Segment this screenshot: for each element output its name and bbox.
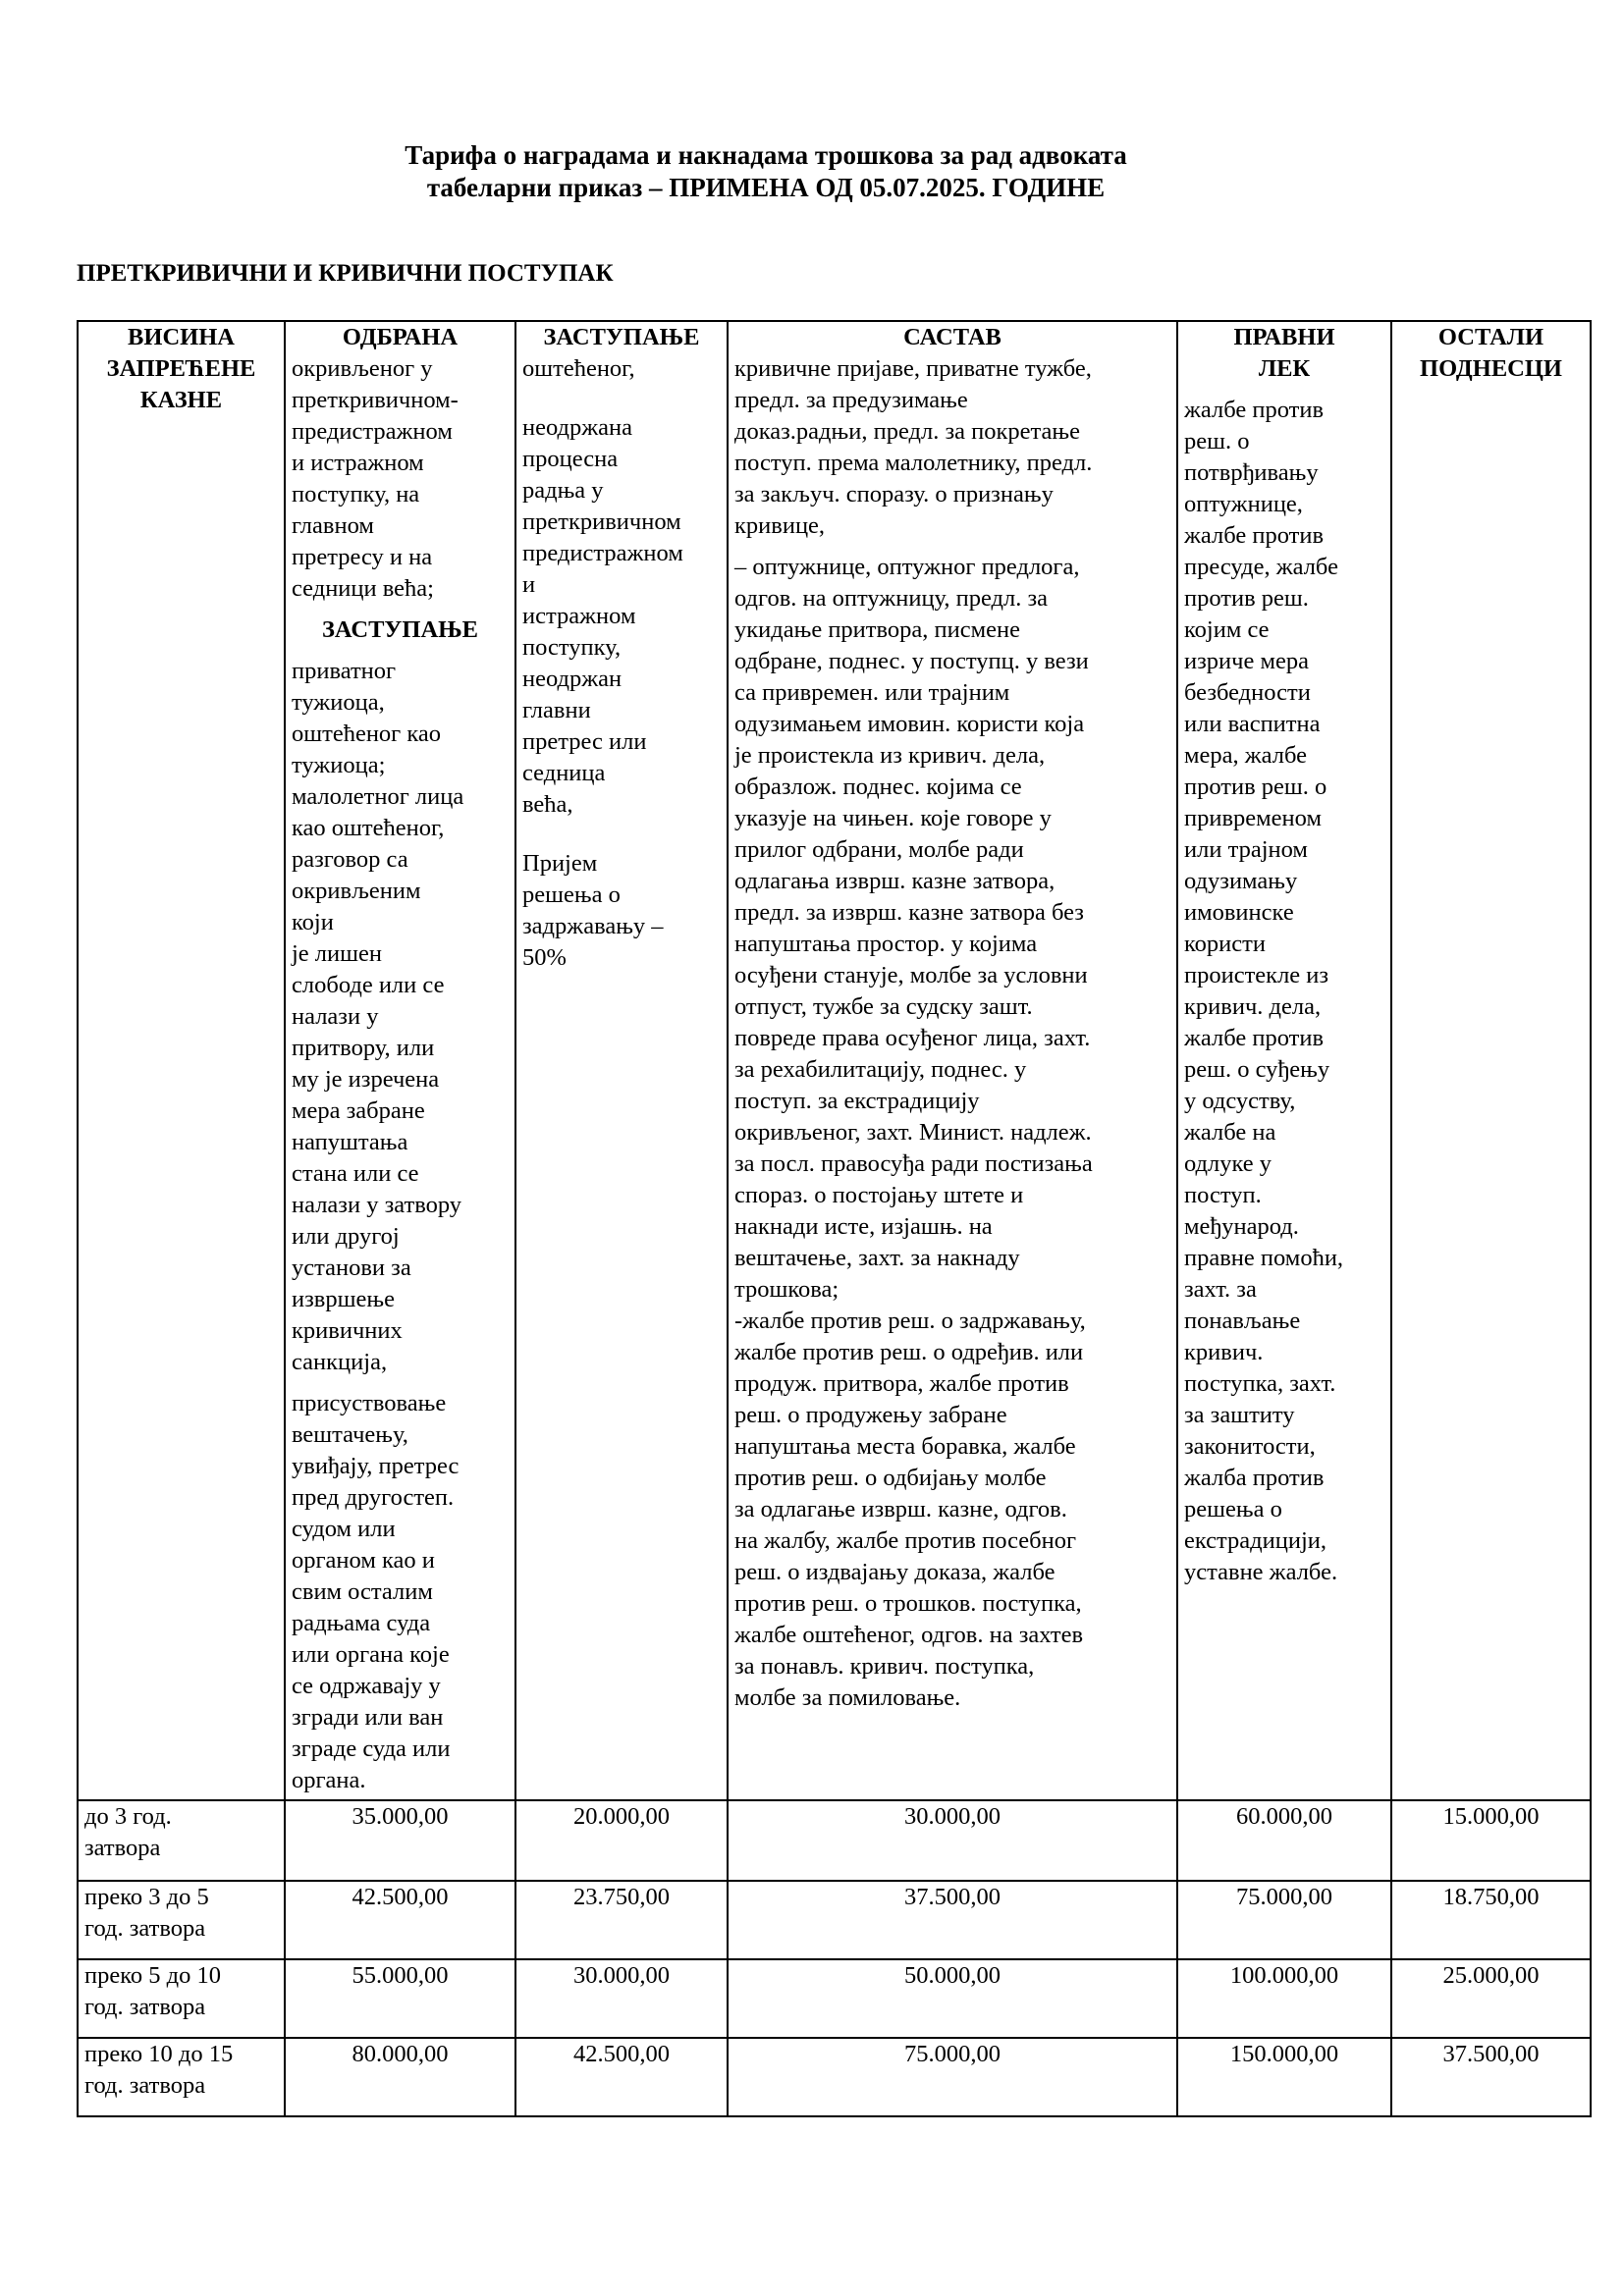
representation-line: оштећеног као (292, 721, 442, 747)
legal-remedy-line: привременом (1184, 805, 1322, 831)
cell-representation-amount: 42.500,00 (515, 2038, 728, 2116)
cell-representation-amount: 23.750,00 (515, 1881, 728, 1959)
legal-remedy-line: пресуде, жалбе (1184, 554, 1338, 580)
drafting-line: за закључ. споразу. о признању (734, 481, 1054, 507)
drafting-line: за одлагање изврш. казне, одгов. (734, 1496, 1067, 1522)
drafting-line: жалбе против реш. о одређив. или (734, 1339, 1084, 1365)
drafting-line: спораз. о постојању штете и (734, 1182, 1024, 1208)
attendance-line: или органа које (292, 1641, 450, 1668)
representation-line: тужиоца, (292, 689, 385, 716)
representation-line: му је изречена (292, 1066, 440, 1093)
legal-remedy-line: кривич. (1184, 1339, 1264, 1365)
drafting-line: реш. о издвајању доказа, жалбе (734, 1559, 1056, 1585)
drafting-line: указује на чињен. које говоре у (734, 805, 1052, 831)
defense-line: главном (292, 512, 374, 539)
cell-defense-amount: 42.500,00 (285, 1881, 515, 1959)
cell-legal-remedy-amount: 75.000,00 (1177, 1881, 1391, 1959)
drafting-line: -жалбе против реш. о задржавању, (734, 1308, 1086, 1334)
defense-line: преткривичном- (292, 387, 459, 413)
drafting-line: напуштања места боравка, жалбе (734, 1433, 1076, 1460)
cell-other-submissions-amount: 25.000,00 (1391, 1959, 1591, 2038)
drafting-line: продуж. притвора, жалбе против (734, 1370, 1069, 1397)
defense-line: окривљеног у (292, 355, 433, 382)
legal-remedy-line: законитости, (1184, 1433, 1316, 1460)
header-other-submissions-label-2: ПОДНЕСЦИ (1420, 355, 1562, 382)
cell-defense-amount: 35.000,00 (285, 1800, 515, 1881)
legal-remedy-line: мера, жалбе (1184, 742, 1308, 769)
drafting-line: – оптужнице, оптужног предлога, (734, 554, 1080, 580)
legal-remedy-line: или васпитна (1184, 711, 1321, 737)
cell-representation-amount: 30.000,00 (515, 1959, 728, 2038)
drafting-line: одузимањем имовин. користи која (734, 711, 1085, 737)
header-cell-representation (515, 321, 728, 1800)
row-penalty-label (78, 1800, 285, 1881)
drafting-line: за рехабилитацију, поднес. у (734, 1056, 1027, 1083)
legal-remedy-line: против реш. (1184, 585, 1309, 612)
drafting-line: против реш. о одбијању молбе (734, 1465, 1047, 1491)
representation-line: притвору, или (292, 1035, 435, 1061)
header-cell-defense (285, 321, 515, 1800)
legal-remedy-line: реш. о суђењу (1184, 1056, 1330, 1083)
drafting-line: предл. за изврш. казне затвора без (734, 899, 1084, 926)
cell-legal-remedy-amount: 100.000,00 (1177, 1959, 1391, 2038)
drafting-line: напуштања простор. у којима (734, 931, 1038, 957)
representation-line: или другој (292, 1223, 400, 1250)
cell-drafting-amount: 30.000,00 (728, 1800, 1177, 1881)
representation-line: окривљеним (292, 878, 421, 904)
legal-remedy-line: жалбе против (1184, 397, 1325, 423)
attendance-line: органа. (292, 1767, 366, 1793)
representation2-line: главни (522, 697, 591, 723)
legal-remedy-line: жалбе против (1184, 522, 1325, 549)
representation2-note-line: решења о (522, 881, 621, 908)
defense-line: седници већа; (292, 575, 434, 602)
representation2-line: неодржан (522, 666, 623, 692)
legal-remedy-line: понављање (1184, 1308, 1301, 1334)
legal-remedy-line: оптужнице, (1184, 491, 1303, 517)
legal-remedy-line: одузимању (1184, 868, 1298, 894)
drafting-line: образлож. поднес. којима се (734, 774, 1022, 800)
cell-other-submissions-amount: 15.000,00 (1391, 1800, 1591, 1881)
row-penalty-label-line: преко 10 до 15 (84, 2041, 234, 2067)
defense-line: претресу и на (292, 544, 433, 570)
representation-line: мера забране (292, 1097, 425, 1124)
representation2-line: претрес или (522, 728, 647, 755)
legal-remedy-line: уставне жалбе. (1184, 1559, 1338, 1585)
drafting-line: реш. о продужењу забране (734, 1402, 1007, 1428)
section-heading: ПРЕТКРИВИЧНИ И КРИВИЧНИ ПОСТУПАК (77, 260, 614, 287)
drafting-line: за посл. правосуђа ради постизања (734, 1150, 1093, 1177)
drafting-line: кривичне пријаве, приватне тужбе, (734, 355, 1092, 382)
legal-remedy-line: жалба против (1184, 1465, 1325, 1491)
representation-line: тужиоца; (292, 752, 386, 778)
attendance-line: зграде суда или (292, 1735, 451, 1762)
representation2-line: оштећеног, (522, 355, 635, 382)
drafting-line: прилог одбрани, молбе ради (734, 836, 1024, 863)
legal-remedy-line: правне помоћи, (1184, 1245, 1344, 1271)
header-cell-penalty (78, 321, 285, 1800)
legal-remedy-line: поступка, захт. (1184, 1370, 1336, 1397)
representation2-line: истражном (522, 603, 636, 629)
drafting-line: је проистекла из кривич. дела, (734, 742, 1046, 769)
representation-line: напуштања (292, 1129, 408, 1155)
drafting-line: одгов. на оптужницу, предл. за (734, 585, 1049, 612)
drafting-line: одлагања изврш. казне затвора, (734, 868, 1056, 894)
representation-line: стана или се (292, 1160, 419, 1187)
drafting-line: за понављ. кривич. поступка, (734, 1653, 1035, 1680)
table-header-row (78, 321, 1591, 1800)
representation2-line: радња у (522, 477, 604, 504)
legal-remedy-line: против реш. о (1184, 774, 1327, 800)
table-row (78, 1881, 1591, 1959)
representation-line: санкција, (292, 1349, 388, 1375)
representation2-line: већа, (522, 791, 573, 818)
representation2-line: предистражном (522, 540, 683, 566)
header-cell-legal-remedy (1177, 321, 1391, 1800)
representation-line: извршење (292, 1286, 395, 1312)
representation2-note-line: 50% (522, 944, 567, 971)
cell-drafting-amount: 50.000,00 (728, 1959, 1177, 2038)
attendance-line: згради или ван (292, 1704, 444, 1731)
attendance-line: судом или (292, 1516, 396, 1542)
table-row (78, 1800, 1591, 1881)
drafting-line: накнади исте, изјашњ. на (734, 1213, 993, 1240)
cell-legal-remedy-amount: 150.000,00 (1177, 2038, 1391, 2116)
drafting-line: окривљеног, захт. Минист. надлеж. (734, 1119, 1092, 1146)
drafting-line: укидање притвора, писмене (734, 616, 1020, 643)
legal-remedy-line: којим се (1184, 616, 1270, 643)
legal-remedy-line: проистекле из (1184, 962, 1329, 988)
cell-drafting-amount: 75.000,00 (728, 2038, 1177, 2116)
attendance-line: присуствовање (292, 1390, 447, 1416)
row-penalty-label-line: затвора (84, 1835, 161, 1861)
drafting-line: осуђени станује, молбе за условни (734, 962, 1088, 988)
drafting-line: жалбе оштећеног, одгов. на захтев (734, 1622, 1084, 1648)
drafting-line: отпуст, тужбе за судску зашт. (734, 993, 1033, 1020)
drafting-line: кривице, (734, 512, 826, 539)
legal-remedy-line: изриче мера (1184, 648, 1309, 674)
representation2-line: поступку, (522, 634, 622, 661)
representation2-line: преткривичном (522, 508, 681, 535)
cell-defense-amount: 80.000,00 (285, 2038, 515, 2116)
header-penalty-label: ВИСИНА ЗАПРЕЋЕНЕ КАЗНЕ (106, 324, 256, 413)
cell-representation-amount: 20.000,00 (515, 1800, 728, 1881)
attendance-line: органом као и (292, 1547, 435, 1574)
legal-remedy-line: безбедности (1184, 679, 1311, 706)
legal-remedy-line: у одсуству, (1184, 1088, 1296, 1114)
header-representation-label: ЗАСТУПАЊЕ (543, 324, 700, 350)
drafting-line: поступ. према малолетнику, предл. (734, 450, 1093, 476)
row-penalty-label-line: преко 5 до 10 (84, 1962, 221, 1989)
representation-line: налази у (292, 1003, 379, 1030)
drafting-line: поступ. за екстрадицију (734, 1088, 980, 1114)
drafting-line: са привремен. или трајним (734, 679, 1010, 706)
representation-line: који (292, 909, 334, 935)
representation-line: приватног (292, 658, 397, 684)
row-penalty-label (78, 1959, 285, 2038)
attendance-line: радњама суда (292, 1610, 431, 1636)
legal-remedy-line: за заштиту (1184, 1402, 1295, 1428)
drafting-line: доказ.радњи, предл. за покретање (734, 418, 1080, 445)
table-row (78, 2038, 1591, 2116)
row-penalty-label-line: преко 3 до 5 (84, 1884, 209, 1910)
representation-line: кривичних (292, 1317, 403, 1344)
drafting-line: одбране, поднес. у поступц. у вези (734, 648, 1089, 674)
row-penalty-label-line: год. затвора (84, 1915, 206, 1942)
tariff-table (77, 320, 1592, 2117)
legal-remedy-line: имовинске (1184, 899, 1294, 926)
legal-remedy-line: потврђивању (1184, 459, 1319, 486)
document-title (0, 139, 1532, 204)
drafting-line: трошкова; (734, 1276, 839, 1303)
legal-remedy-line: жалбе против (1184, 1025, 1325, 1051)
representation-line: установи за (292, 1255, 411, 1281)
legal-remedy-line: кривич. дела, (1184, 993, 1322, 1020)
title-line-1: Тарифа о наградама и накнадама трошкова за рад адвоката (405, 140, 1127, 170)
drafting-line: на жалбу, жалбе против посебног (734, 1527, 1077, 1554)
defense-subheader-representation: ЗАСТУПАЊЕ (321, 616, 479, 643)
header-defense-label: ОДБРАНА (342, 324, 459, 350)
representation2-line: седница (522, 760, 606, 786)
legal-remedy-line: међународ. (1184, 1213, 1299, 1240)
drafting-line: против реш. о трошков. поступка, (734, 1590, 1082, 1617)
row-penalty-label (78, 2038, 285, 2116)
representation-line: слободе или се (292, 972, 445, 998)
attendance-line: пред другостеп. (292, 1484, 455, 1511)
cell-other-submissions-amount: 18.750,00 (1391, 1881, 1591, 1959)
representation-line: разговор са (292, 846, 408, 873)
representation-line: као оштећеног, (292, 815, 445, 841)
legal-remedy-line: реш. о (1184, 428, 1250, 454)
cell-legal-remedy-amount: 60.000,00 (1177, 1800, 1391, 1881)
header-other-submissions-label-1: ОСТАЛИ (1437, 324, 1544, 350)
legal-remedy-line: користи (1184, 931, 1266, 957)
legal-remedy-line: или трајном (1184, 836, 1308, 863)
row-penalty-label-line: год. затвора (84, 1994, 206, 2020)
header-legal-remedy-label-1: ПРАВНИ (1233, 324, 1335, 350)
legal-remedy-line: одлуке у (1184, 1150, 1272, 1177)
legal-remedy-line: жалбе на (1184, 1119, 1276, 1146)
representation2-note-line: Пријем (522, 850, 598, 877)
row-penalty-label-line: до 3 год. (84, 1803, 172, 1830)
defense-line: и истражном (292, 450, 424, 476)
representation2-line: и (522, 571, 536, 598)
drafting-line: вештачење, захт. за накнаду (734, 1245, 1020, 1271)
representation-line: малолетног лица (292, 783, 464, 810)
representation2-note-line: задржавању – (522, 913, 664, 939)
defense-line: поступку, на (292, 481, 420, 507)
cell-defense-amount: 55.000,00 (285, 1959, 515, 2038)
representation2-line: неодржана (522, 414, 633, 441)
representation2-line: процесна (522, 446, 619, 472)
table-row (78, 1959, 1591, 2038)
representation-line: је лишен (292, 940, 382, 967)
header-cell-drafting (728, 321, 1177, 1800)
cell-other-submissions-amount: 37.500,00 (1391, 2038, 1591, 2116)
legal-remedy-line: решења о (1184, 1496, 1282, 1522)
title-line-2: табеларни приказ – ПРИМЕНА ОД 05.07.2025. ГОДИНЕ (426, 173, 1106, 202)
representation-line: налази у затвору (292, 1192, 462, 1218)
attendance-line: вештачењу, (292, 1421, 408, 1448)
drafting-line: предл. за предузимање (734, 387, 968, 413)
header-cell-other-submissions (1391, 321, 1591, 1800)
defense-line: предистражном (292, 418, 453, 445)
legal-remedy-line: захт. за (1184, 1276, 1257, 1303)
attendance-line: свим осталим (292, 1578, 433, 1605)
header-legal-remedy-label-2: ЛЕК (1258, 355, 1311, 382)
attendance-line: увиђају, претрес (292, 1453, 460, 1479)
drafting-line: молбе за помиловање. (734, 1684, 961, 1711)
drafting-line: повреде права осуђеног лица, захт. (734, 1025, 1091, 1051)
legal-remedy-line: поступ. (1184, 1182, 1262, 1208)
row-penalty-label (78, 1881, 285, 1959)
header-drafting-label: САСТАВ (903, 324, 1001, 350)
attendance-line: се одржавају у (292, 1673, 441, 1699)
cell-drafting-amount: 37.500,00 (728, 1881, 1177, 1959)
legal-remedy-line: екстрадицији, (1184, 1527, 1327, 1554)
row-penalty-label-line: год. затвора (84, 2072, 206, 2099)
